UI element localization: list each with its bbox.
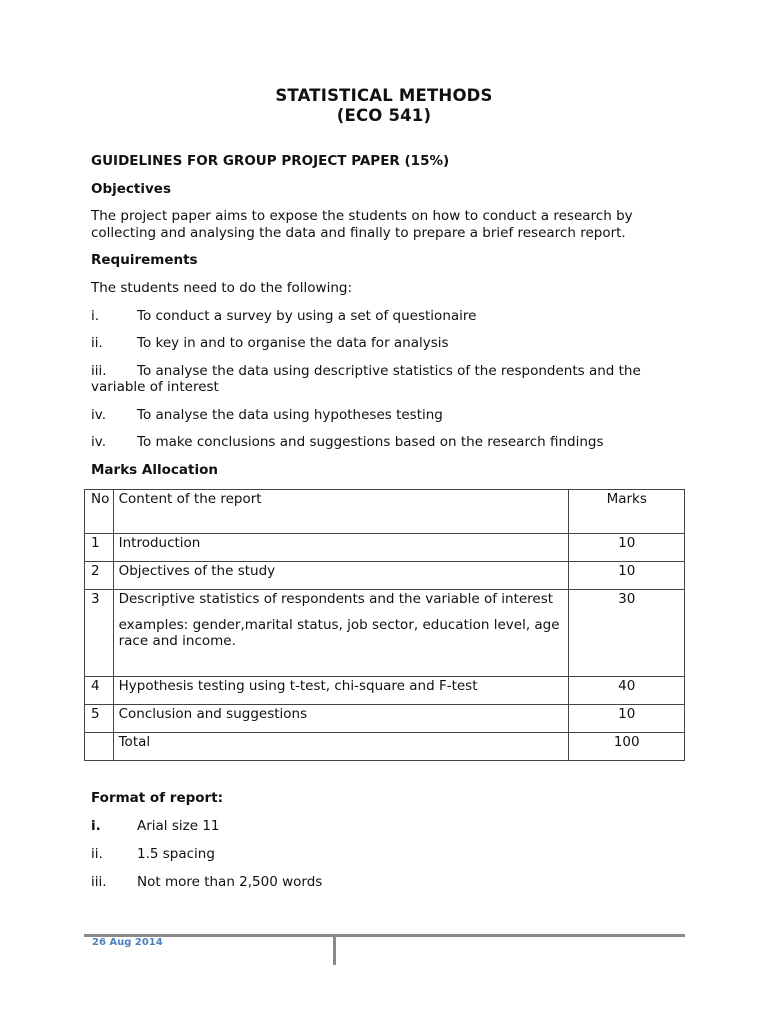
row-content-examples: examples: gender,marital status, job sector, education level, age race and income. [118,617,560,649]
header-no: No [85,490,114,534]
requirement-number: iv. [91,407,106,423]
footer-divider [333,936,336,965]
header-marks: Marks [569,490,685,534]
requirement-text: To conduct a survey by using a set of questionaire [137,308,477,324]
row-content-cell [113,590,569,677]
format-text: Arial size 11 [137,818,220,834]
row-marks: 10 [569,562,685,590]
marks-allocation-heading: Marks Allocation [91,462,218,478]
objectives-heading: Objectives [91,181,171,197]
format-number: iii. [91,874,107,890]
requirement-number: ii. [91,335,103,351]
requirement-text: To analyse the data using hypotheses testing [137,407,443,423]
table-row [85,705,685,733]
row-marks: 10 [569,705,685,733]
format-number: i. [91,818,101,834]
requirement-number: iv. [91,434,106,450]
row-no: 5 [85,705,114,733]
requirement-number: i. [91,308,100,324]
footer-date: 26 Aug 2014 [92,937,163,948]
row-no: 2 [85,562,114,590]
row-marks: 100 [569,733,685,761]
row-no [85,733,114,761]
table-row [85,677,685,705]
course-code: (ECO 541) [336,106,432,125]
requirements-intro: The students need to do the following: [91,280,353,296]
table-header-row [85,490,685,534]
format-number: ii. [91,846,103,862]
requirement-text: To make conclusions and suggestions based on the research findings [137,434,604,450]
footer-rule [84,934,685,937]
table-row [85,590,685,677]
row-content: Total [113,733,569,761]
row-marks: 30 [569,590,685,677]
requirement-number: iii. [91,363,107,379]
row-content: Introduction [113,534,569,562]
row-content: Conclusion and suggestions [113,705,569,733]
row-content: Hypothesis testing using t-test, chi-square and F-test [113,677,569,705]
row-marks: 10 [569,534,685,562]
guidelines-heading: GUIDELINES FOR GROUP PROJECT PAPER (15%) [91,153,450,169]
requirement-text: To key in and to organise the data for analysis [137,335,449,351]
format-text: Not more than 2,500 words [137,874,323,890]
objectives-text: The project paper aims to expose the students on how to conduct a research by collecting and analysing the data and finally to prepare a brief research report. [91,208,633,241]
row-no: 3 [85,590,114,677]
marks-table [84,489,685,761]
row-no: 1 [85,534,114,562]
format-text: 1.5 spacing [137,846,215,862]
table-row [85,534,685,562]
row-content: Descriptive statistics of respondents and the variable of interest [118,591,554,607]
table-row [85,562,685,590]
requirements-heading: Requirements [91,252,198,268]
row-marks: 40 [569,677,685,705]
header-content: Content of the report [113,490,569,534]
table-total-row [85,733,685,761]
requirement-text-continued: variable of interest [91,379,219,395]
row-no: 4 [85,677,114,705]
row-content: Objectives of the study [113,562,569,590]
format-heading: Format of report: [91,790,224,806]
document-title: STATISTICAL METHODS [275,86,493,105]
requirement-text: To analyse the data using descriptive statistics of the respondents and the [137,363,641,379]
